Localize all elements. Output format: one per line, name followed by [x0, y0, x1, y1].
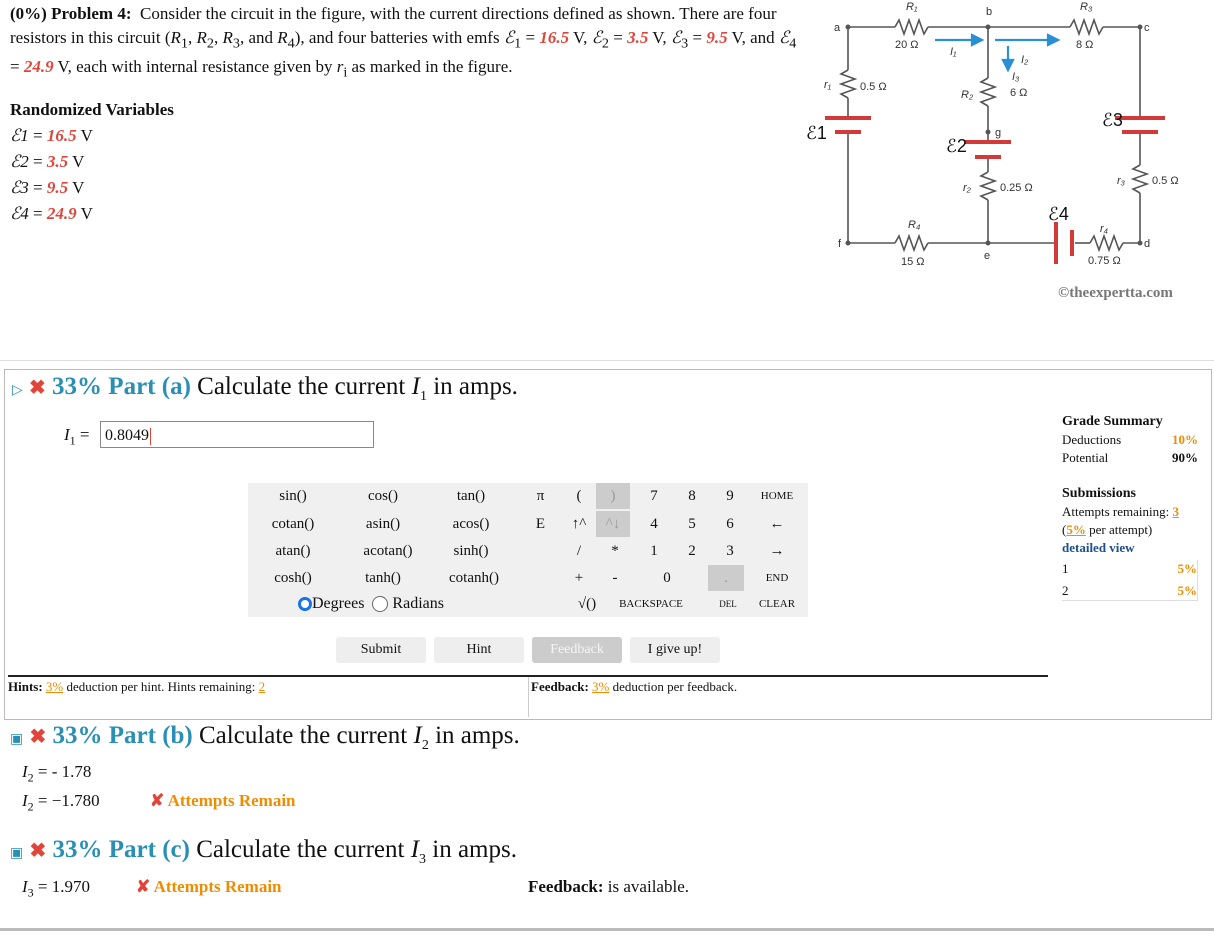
key-cosh[interactable]: cosh() [274, 570, 312, 586]
attempts-remaining: Attempts remaining: 3 [1062, 504, 1179, 519]
key-tan[interactable]: tan() [456, 488, 486, 504]
key-up-power[interactable]: ↑^ [571, 516, 587, 532]
rv-row: ℰ4 = 24.9 V [10, 204, 93, 223]
key-tanh[interactable]: tanh() [365, 570, 401, 586]
key-right-arrow[interactable]: → [769, 543, 785, 559]
part-b-answer-1: $I_2$ = - 1.78 [22, 762, 92, 785]
hints-bar: Hints: 3% deduction per hint. Hints remaining: 2 [8, 679, 266, 694]
part-c-attempts: ✘ Attempts Remain [136, 877, 282, 896]
svg-text:R₂: R₂ [961, 89, 974, 101]
part-a-prompt: Calculate the current [197, 373, 406, 400]
ri3-value: 0.5 Ω [1152, 175, 1179, 187]
part-a-pct: 33% Part (a) [52, 373, 191, 400]
copyright-credit: ©theexpertta.com [1058, 285, 1173, 301]
key-0[interactable]: 0 [663, 570, 671, 586]
key-e[interactable]: E [535, 516, 546, 532]
emf1-label: ℰ1 [806, 123, 827, 143]
key-5[interactable]: 5 [688, 516, 696, 532]
calculator-keypad [248, 483, 808, 617]
svg-text:R₃: R₃ [1080, 1, 1093, 13]
key-cotan[interactable]: cotan() [271, 516, 315, 532]
submission-row: 2 5% [1062, 583, 1197, 598]
submission-row: 1 5% [1062, 561, 1197, 576]
problem-text-1: Consider the circuit in the figure, with the current directions defined as shown. There are four resistors in this circuit ( [10, 4, 777, 47]
svg-text:I₃: I₃ [1012, 71, 1020, 83]
randomized-variables [10, 97, 174, 227]
r4-value: 15 Ω [901, 256, 925, 268]
problem-text-2: ), and four batteries with emfs [294, 27, 504, 47]
angle-mode [298, 592, 444, 616]
submit-button[interactable]: Submit [336, 637, 426, 663]
part-c-answer: $I_3 = 1.970$ [22, 877, 91, 900]
key-multiply[interactable]: * [611, 543, 619, 559]
node-f: f [838, 238, 842, 250]
input-label: $I_1$ = [64, 425, 90, 448]
emf1-value: 16.5 [539, 27, 570, 47]
key-atan[interactable]: atan() [275, 543, 311, 559]
rv-row: ℰ1 = 16.5 V [10, 126, 93, 145]
problem-label: (0%) Problem 4: [10, 4, 132, 23]
circuit-diagram [800, 0, 1210, 280]
key-4[interactable]: 4 [650, 516, 658, 532]
emf4-label: ℰ4 [1048, 204, 1069, 224]
incorrect-icon: ✖ [29, 726, 47, 748]
degrees-label: Degrees [312, 595, 365, 612]
part-a-header: ▷ ✖ 33% Part (a) Calculate the current $I_1$ in amps. [12, 373, 518, 404]
key-divide[interactable]: / [576, 543, 582, 559]
key-pi[interactable]: π [536, 488, 545, 504]
key-end[interactable]: END [765, 572, 789, 584]
key-decimal[interactable]: . [708, 565, 744, 591]
r2-value: 6 Ω [1010, 87, 1028, 99]
key-plus[interactable]: + [574, 570, 584, 586]
svg-text:r₃: r₃ [1117, 175, 1126, 187]
problem-text-3: , each with internal resistance given by [67, 57, 337, 77]
detailed-view-link[interactable]: detailed view [1062, 540, 1135, 555]
divider [0, 360, 1214, 361]
node-a: a [834, 22, 841, 34]
radians-label: Radians [392, 595, 444, 612]
key-backspace[interactable]: BACKSPACE [619, 598, 683, 610]
part-b-header: ▣ ✖ 33% Part (b) Calculate the current $I_2$ in amps. [10, 722, 520, 753]
potential-row: Potential 90% [1062, 450, 1198, 465]
node-b: b [986, 6, 993, 18]
key-left-arrow[interactable]: ← [769, 516, 785, 532]
incorrect-icon: ✖ [29, 377, 46, 399]
feedback-deduction[interactable]: 3% [592, 679, 610, 694]
incorrect-icon: ✖ [29, 840, 47, 862]
key-clear[interactable]: CLEAR [758, 598, 796, 610]
bottom-border [0, 928, 1214, 931]
key-minus[interactable]: - [612, 570, 618, 586]
node-d: d [1144, 238, 1151, 250]
svg-text:I₂: I₂ [1021, 54, 1029, 66]
play-icon[interactable]: ▷ [12, 383, 23, 398]
node-g: g [995, 127, 1002, 139]
key-1[interactable]: 1 [650, 543, 658, 559]
hint-button[interactable]: Hint [434, 637, 524, 663]
emf3-label: ℰ3 [1102, 110, 1123, 130]
feedback-divider [528, 677, 529, 717]
key-sin[interactable]: sin() [279, 488, 307, 504]
r1-value: 20 Ω [895, 39, 919, 51]
key-open-paren[interactable]: ( [576, 488, 582, 504]
node-e: e [984, 250, 991, 262]
deductions-row: Deductions 10% [1062, 432, 1198, 447]
svg-text:R₁: R₁ [906, 1, 918, 13]
key-close-paren[interactable]: ) [596, 483, 630, 509]
svg-text:r₄: r₄ [1100, 223, 1109, 235]
key-down-power[interactable]: ^↓ [596, 511, 630, 537]
degrees-radio[interactable] [298, 597, 312, 611]
emf2-label: ℰ2 [946, 136, 967, 156]
key-3[interactable]: 3 [726, 543, 734, 559]
feedback-button[interactable]: Feedback [532, 637, 622, 663]
part-b-answer-2: $I_2 = -1.780$ [22, 791, 100, 814]
radians-radio[interactable] [372, 596, 388, 612]
hint-deduction[interactable]: 3% [45, 679, 64, 694]
rv-row: ℰ3 = 9.5 V [10, 178, 85, 197]
grade-summary-title: Grade Summary [1062, 414, 1163, 429]
emf2-value: 3.5 [627, 27, 649, 47]
svg-text:r₁: r₁ [824, 79, 832, 91]
ri4-value: 0.75 Ω [1088, 255, 1121, 267]
part-c-header: ▣ ✖ 33% Part (c) Calculate the current $I_3$ in amps. [10, 836, 517, 867]
key-7[interactable]: 7 [650, 488, 658, 504]
answer-input[interactable]: 0.8049 [100, 421, 374, 448]
emf3-value: 9.5 [706, 27, 728, 47]
grade-summary: Grade Summary Deductions 10% Potential 90% Submissions Attempts remaining: 3 (5% per attempt) detailed view 1 5% 2 5% [1062, 413, 1198, 601]
rv-row: ℰ2 = 3.5 V [10, 152, 85, 171]
key-asin[interactable]: asin() [365, 516, 401, 532]
collapse-icon[interactable]: ▣ [10, 846, 24, 861]
svg-text:r₂: r₂ [963, 182, 971, 194]
problem-text-4: as marked in the figure. [347, 57, 513, 77]
randomized-heading: Randomized Variables [10, 100, 174, 119]
node-c: c [1144, 22, 1150, 34]
key-8[interactable]: 8 [688, 488, 696, 504]
key-cotanh[interactable]: cotanh() [449, 570, 499, 586]
problem-statement: (0%) Problem 4: Consider the circuit in the figure, with the current directions defined as shown. There are four resistors in this circuit ($R_1$, $R_2$, $R_3$, and $R_4$), and four batteries with emfs ℰ$_1$ = 16.5 V, ℰ$_2$ = 3.5 V, ℰ$_3$ = 9.5 V, and ℰ$_4$ = 24.9 V, each with internal resistance given by $r_i$ as marked in the figure. [10, 4, 797, 81]
feedback-bar: Feedback: 3% deduction per feedback. [531, 679, 738, 694]
key-9[interactable]: 9 [726, 488, 734, 504]
svg-text:R₄: R₄ [908, 219, 921, 231]
text-caret [150, 428, 151, 445]
emf4-value: 24.9 [23, 57, 54, 77]
give-up-button[interactable]: I give up! [630, 637, 720, 663]
key-home[interactable]: HOME [760, 490, 794, 502]
key-cos[interactable]: cos() [368, 488, 398, 504]
r3-value: 8 Ω [1076, 39, 1094, 51]
ri2-value: 0.25 Ω [1000, 182, 1033, 194]
key-2[interactable]: 2 [688, 543, 696, 559]
collapse-icon[interactable]: ▣ [10, 732, 24, 747]
key-sinh[interactable]: sinh() [453, 543, 489, 559]
key-acos[interactable]: acos() [452, 516, 490, 532]
hints-remaining: 2 [258, 679, 266, 694]
part-c-feedback: Feedback: is available. [528, 877, 689, 896]
part-b-attempts: ✘ Attempts Remain [150, 791, 296, 810]
ri1-value: 0.5 Ω [860, 81, 887, 93]
key-del[interactable]: DEL [719, 599, 737, 609]
key-sqrt[interactable]: √() [577, 596, 597, 612]
svg-text:I₁: I₁ [950, 46, 957, 58]
key-6[interactable]: 6 [726, 516, 734, 532]
key-acotan[interactable]: acotan() [363, 543, 413, 559]
